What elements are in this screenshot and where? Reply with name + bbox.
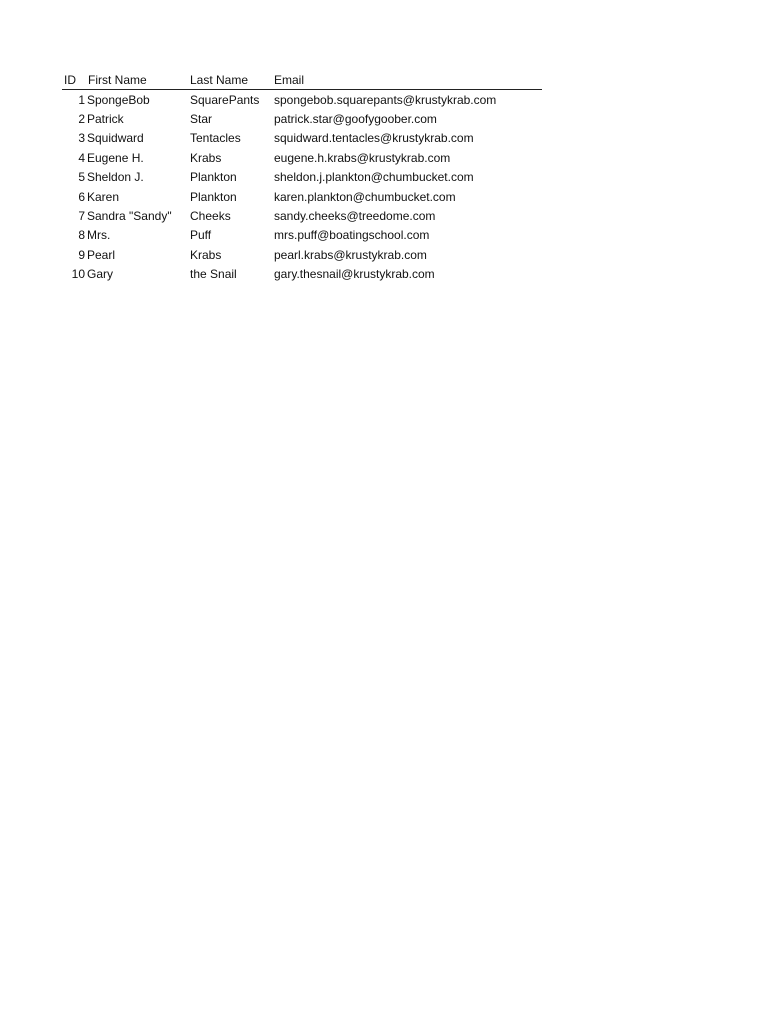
cell-email: mrs.puff@boatingschool.com <box>274 228 430 243</box>
cell-last-name: Krabs <box>190 150 222 165</box>
cell-first-name: Pearl <box>87 247 116 262</box>
cell-last-name: Puff <box>190 228 212 243</box>
cell-last-name: Cheeks <box>190 209 231 224</box>
table-row <box>62 90 542 110</box>
cell-last-name: Krabs <box>190 247 222 262</box>
cell-email: sandy.cheeks@treedome.com <box>274 209 436 224</box>
table-row <box>62 168 542 187</box>
cell-email: patrick.star@goofygoober.com <box>274 112 437 127</box>
cell-last-name: Star <box>190 112 213 127</box>
cell-id: 10 <box>71 267 85 282</box>
header-id: ID <box>62 70 86 90</box>
header-row <box>62 70 542 90</box>
cell-id: 7 <box>78 209 85 224</box>
cell-id: 8 <box>78 228 85 243</box>
cell-email: pearl.krabs@krustykrab.com <box>274 247 427 262</box>
table-row <box>62 245 542 264</box>
cell-first-name: Karen <box>87 189 120 204</box>
table-row <box>62 187 542 206</box>
cell-last-name: the Snail <box>190 267 237 282</box>
cell-first-name: Patrick <box>87 112 124 127</box>
table-row <box>62 109 542 128</box>
cell-first-name: Eugene H. <box>87 150 144 165</box>
cell-id: 2 <box>78 112 85 127</box>
cell-first-name: Gary <box>87 267 114 282</box>
cell-last-name: Plankton <box>190 189 237 204</box>
cell-email: karen.plankton@chumbucket.com <box>274 189 456 204</box>
cell-email: eugene.h.krabs@krustykrab.com <box>274 150 451 165</box>
cell-email: sheldon.j.plankton@chumbucket.com <box>274 170 474 185</box>
cell-first-name: SpongeBob <box>87 92 150 107</box>
cell-id: 3 <box>78 131 85 146</box>
cell-id: 1 <box>78 92 85 107</box>
cell-email: gary.thesnail@krustykrab.com <box>274 267 435 282</box>
table-row <box>62 265 542 284</box>
cell-id: 5 <box>78 170 85 185</box>
table-row <box>62 206 542 225</box>
contacts-table <box>62 70 542 284</box>
header-first-name: First Name <box>86 70 190 90</box>
cell-id: 9 <box>78 247 85 262</box>
cell-first-name: Sandra "Sandy" <box>87 209 172 224</box>
table-row <box>62 148 542 167</box>
cell-last-name: Plankton <box>190 170 237 185</box>
cell-id: 4 <box>78 150 85 165</box>
header-last-name: Last Name <box>190 70 274 90</box>
cell-email: squidward.tentacles@krustykrab.com <box>274 131 474 146</box>
table-row <box>62 129 542 148</box>
spreadsheet-page <box>62 70 542 284</box>
header-email: Email <box>274 70 542 90</box>
cell-first-name: Sheldon J. <box>87 170 144 185</box>
cell-last-name: Tentacles <box>190 131 241 146</box>
cell-id: 6 <box>78 189 85 204</box>
cell-last-name: SquarePants <box>190 92 260 107</box>
table-row <box>62 226 542 245</box>
cell-first-name: Mrs. <box>87 228 111 243</box>
cell-email: spongebob.squarepants@krustykrab.com <box>274 92 497 107</box>
cell-first-name: Squidward <box>87 131 144 146</box>
